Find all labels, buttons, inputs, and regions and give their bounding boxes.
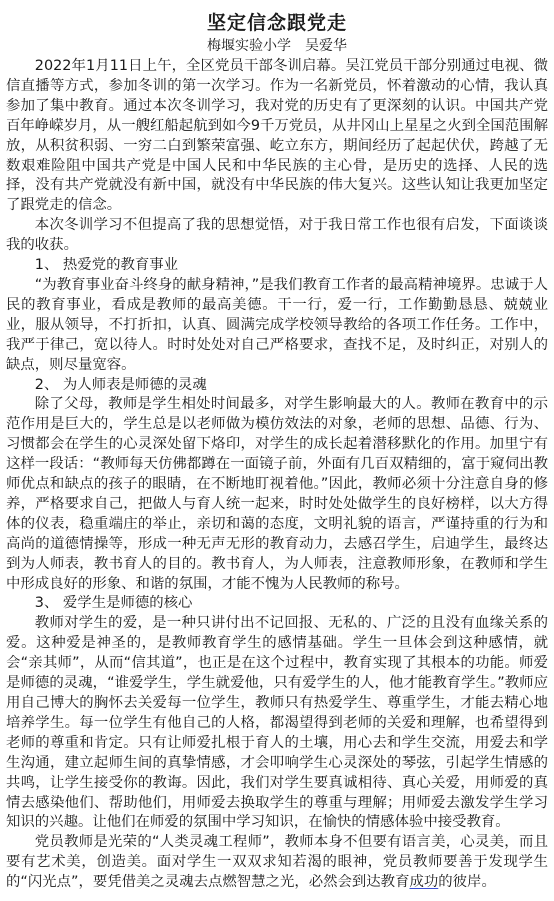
section-1-text: “为教育事业奋斗终身的献身精神，”是我们教育工作者的最高精神境界。忠诚于人民的教育事业，看成是教师的最高美德。干一行，爱一行，工作勤勤恳恳、兢兢业业，服从领导，不打折扣，认真、圆满完成学校领导教给的各项工作任务。工作中，我严于律己，宽以待人。时时处处对自己严格要求，查找不足，及时纠正，对别人的缺点，则尽量宽容。 xyxy=(6,276,548,373)
document-title: 坚定信念跟党走 xyxy=(206,12,347,34)
closing-text-before: 党员教师是光荣的“人类灵魂工程师”，教师本身不但要有语言美，心灵美，而且要有艺术美，创造美。面对学生一双双求知若渴的眼神，党员教师要善于发现学生的“闪光点”，要凭借美之灵魂去点燃智慧之光，必然会到达教育 xyxy=(6,834,548,891)
section-3-text: 教师对学生的爱，是一种只讲付出不记回报、无私的、广泛的且没有血缘关系的爱。这种爱是神圣的，是教师教育学生的感情基础。学生一旦体会到这种感情，就会“亲其师”，从而“信其道”，也正是在这个过程中，教育实现了其根本的功能。师爱是师德的灵魂，“谁爱学生，学生就爱他，只有爱学生的人，他才能教育学生。”教师应用自己博大的胸怀去关爱每一位学生，教师只有热爱学生、尊重学生，才能去精心地培养学生。每一位学生有他自己的人格，都渴望得到老师的关爱和理解，也希望得到老师的尊重和肯定。只有让师爱扎根于育人的土壤，用心去和学生交流，用爱去和学生沟通，建立起师生间的真挚情感，才会叩响学生心灵深处的琴弦，引起学生情感的共鸣，让学生接受你的教诲。因此，我们对学生要真诚相待、真心关爱，用师爱的真情去感染他们、帮助他们，用师爱去换取学生的尊重与理解；用师爱去激发学生学习知识的兴趣。让他们在师爱的氛围中学习知识，在愉快的情感体验中接受教育。 xyxy=(6,615,548,831)
intro-paragraph: 2022年1月11日上午，全区党员干部冬训启幕。吴江党员干部分别通过电视、微信直播等方式，参加冬训的第一次学习。作为一名新党员，怀着激动的心情，我认真参加了集中教育。通过本次冬训学习，我对党的历史有了更深刻的认识。中国共产党百年峥嵘岁月，从一艘红船起航到如今9千万党员，从井冈山上星星之火到全国范围解放，从积贫积弱、一穷二白到繁荣富强、屹立东方，期间经历了起起伏伏，跨越了无数艰难险阻中国共产党是中国人民和中华民族的主心骨，是历史的选择、人民的选择，没有共产党就没有新中国，就没有中华民族的伟大复兴。这些认知让我更加坚定了跟党走的信念。 xyxy=(6,58,548,214)
closing-underlined-word: 成功 xyxy=(409,874,439,891)
section-1-heading: 1、 热爱党的教育事业 xyxy=(34,257,179,274)
section-2-heading: 2、 为人师表是师德的灵魂 xyxy=(34,376,207,393)
section-2-text: 除了父母，教师是学生相处时间最多，对学生影响最大的人。教师在教育中的示范作用是巨大的，学生总是以老师做为模仿效法的对象，老师的思想、品德、行为、习惯都会在学生的心灵深处留下烙印，对学生的成长起着潜移默化的作用。加里宁有这样一段话：“教师每天仿佛都蹲在一面镜子前，外面有几百双精细的，富于窥伺出教师优点和缺点的孩子的眼睛，在不断地盯视着他。”因此，教师必须十分注意自身的修养，严格要求自己，把做人与育人统一起来，时时处处做学生的良好榜样，以大方得体的仪表，稳重端庄的举止，亲切和蔼的态度，文明礼貌的语言，严谨持重的行为和高尚的道德情操等，形成一种无声无形的教育动力，去感召学生，启迪学生，最终达到为人师表，教书育人的目的。教书育人，为人师表，注意教师形象，在教师和学生中形成良好的形象、和谐的氛围，才能不愧为人民教师的称号。 xyxy=(6,396,548,592)
section-3-heading: 3、 爱学生是师德的核心 xyxy=(34,595,193,612)
document-byline: 梅堰实验小学 吴爱华 xyxy=(207,38,347,54)
closing-paragraph xyxy=(6,833,548,893)
transition-paragraph: 本次冬训学习不但提高了我的思想觉悟，对于我日常工作也很有启发，下面谈谈我的收获。 xyxy=(6,217,548,254)
closing-text-after: 的彼岸。 xyxy=(438,874,496,891)
